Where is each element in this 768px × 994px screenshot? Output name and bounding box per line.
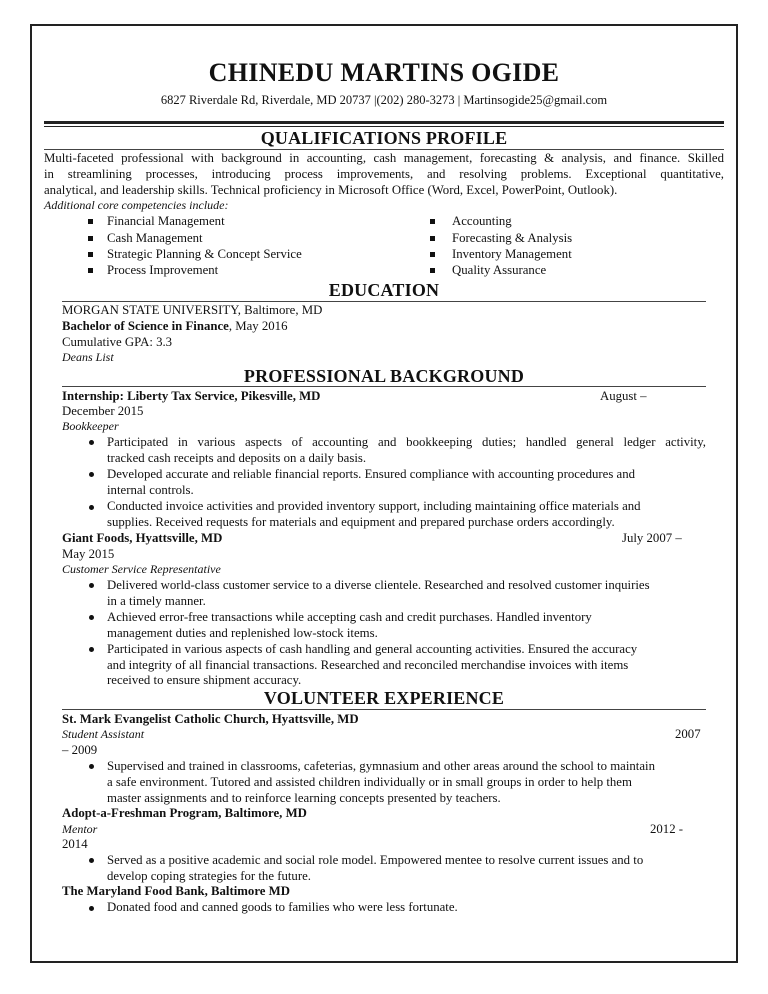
header-rule-secondary — [44, 126, 724, 127]
volunteer-1-date-end: – 2009 — [62, 743, 98, 757]
bullet-line: a safe environment. Tutored and assisted children individually or in small groups in order to help them — [107, 775, 632, 789]
candidate-name: CHINEDU MARTINS OGIDE — [208, 58, 560, 87]
volunteer-org-3: The Maryland Food Bank, Baltimore MD — [62, 884, 290, 898]
gpa: Cumulative GPA: 3.3 — [62, 335, 173, 349]
bullet-dot — [89, 906, 94, 911]
bullet-line: Donated food and canned goods to families who were less fortunate. — [107, 900, 458, 914]
bullet-line: develop coping strategies for the future. — [107, 869, 311, 883]
job-2-role: Customer Service Representative — [62, 562, 221, 576]
profile-line: analytical, and leadership skills. Technical proficiency in Microsoft Office (Word, Excel, PowerPoint, Outlook). — [44, 183, 618, 197]
contact-line: 6827 Riverdale Rd, Riverdale, MD 20737 |(202) 280-3273 | Martinsogide25@gmail.com — [160, 93, 608, 107]
bullet-square — [88, 252, 93, 257]
bullet-line: Achieved error-free transactions while accepting cash and credit purchases. Handled inventory — [107, 610, 592, 624]
bullet-dot — [89, 440, 94, 445]
bullet-dot — [89, 615, 94, 620]
profile-line: in streamlining processes, introducing process improvements, and resolving problems. Exceptional quantitative, — [44, 167, 724, 181]
education-title: EDUCATION — [328, 280, 440, 300]
bullet-square — [88, 219, 93, 224]
volunteer-rule — [62, 709, 706, 710]
professional-title: PROFESSIONAL BACKGROUND — [243, 366, 525, 386]
bullet-square — [88, 236, 93, 241]
bullet-dot — [89, 472, 94, 477]
bullet-line: management duties and replenished low-stock items. — [107, 626, 378, 640]
competency-item: Cash Management — [107, 231, 203, 245]
volunteer-2-date-end: 2014 — [62, 837, 88, 851]
volunteer-title: VOLUNTEER EXPERIENCE — [263, 688, 505, 708]
school-name: MORGAN STATE UNIVERSITY, Baltimore, MD — [62, 303, 323, 317]
bullet-square — [88, 268, 93, 273]
job-2-date-end: May 2015 — [62, 547, 115, 561]
job-2-date-start: July 2007 – — [622, 531, 682, 545]
bullet-line: Conducted invoice activities and provided inventory support, including maintaining office materials and — [107, 499, 641, 513]
job-1-date-end: December 2015 — [62, 404, 144, 418]
competency-item: Quality Assurance — [452, 263, 547, 277]
honor: Deans List — [62, 350, 114, 364]
bullet-line: Served as a positive academic and social role model. Empowered mentee to resolve current issues and to — [107, 853, 644, 867]
degree-date: , May 2016 — [228, 319, 288, 333]
bullet-line: in a timely manner. — [107, 594, 206, 608]
competency-item: Process Improvement — [107, 263, 219, 277]
professional-rule — [62, 386, 706, 387]
header-rule — [44, 121, 724, 124]
bullet-dot — [89, 647, 94, 652]
bullet-dot — [89, 858, 94, 863]
job-1-date-start: August – — [600, 389, 647, 403]
volunteer-1-date-start: 2007 — [675, 727, 701, 741]
bullet-line: Participated in various aspects of cash handling and general accounting activities. Ensured the accuracy — [107, 642, 638, 656]
bullet-line: Developed accurate and reliable financial reports. Ensured compliance with accounting procedures and — [107, 467, 635, 481]
bullet-square — [430, 236, 435, 241]
employer-1: Internship: Liberty Tax Service, Pikesville, MD — [62, 389, 321, 403]
competency-item: Inventory Management — [452, 247, 572, 261]
bullet-line: Delivered world-class customer service to a diverse clientele. Researched and resolved customer inquiries — [107, 578, 650, 592]
degree-name: Bachelor of Science in Finance — [62, 319, 229, 333]
volunteer-org-1: St. Mark Evangelist Catholic Church, Hyattsville, MD — [62, 712, 359, 726]
volunteer-2-date-start: 2012 - — [650, 822, 684, 836]
bullet-dot — [89, 505, 94, 510]
volunteer-org-2: Adopt-a-Freshman Program, Baltimore, MD — [62, 806, 307, 820]
competency-item: Strategic Planning & Concept Service — [107, 247, 302, 261]
volunteer-1-role: Student Assistant — [62, 727, 145, 741]
competencies-intro: Additional core competencies include: — [44, 198, 229, 212]
bullet-line: and integrity of all financial transactions. Researched and reconciled merchandise invoices with items — [107, 658, 629, 672]
bullet-line: Participated in various aspects of accounting and bookkeeping duties; handled general ledger activity, — [107, 435, 706, 449]
degree-line — [62, 318, 287, 334]
bullet-line: master assignments and to reinforce learning concepts presented by teachers. — [107, 791, 501, 805]
bullet-dot — [89, 583, 94, 588]
bullet-square — [430, 268, 435, 273]
job-1-role: Bookkeeper — [62, 419, 119, 433]
bullet-line: supplies. Received requests for materials and equipment and prepared purchase orders accordingly. — [107, 515, 615, 529]
bullet-dot — [89, 764, 94, 769]
bullet-line: received to ensure shipment accuracy. — [107, 673, 302, 687]
volunteer-2-role: Mentor — [62, 822, 98, 836]
qualifications-title: QUALIFICATIONS PROFILE — [260, 128, 508, 148]
competency-item: Accounting — [452, 214, 512, 228]
bullet-line: Supervised and trained in classrooms, cafeterias, gymnasium and other areas around the school to maintain — [107, 759, 655, 773]
bullet-square — [430, 252, 435, 257]
employer-2: Giant Foods, Hyattsville, MD — [62, 531, 223, 545]
bullet-line: tracked cash receipts and deposits on a daily basis. — [107, 451, 367, 465]
competency-item: Forecasting & Analysis — [452, 231, 573, 245]
profile-line: Multi-faceted professional with background in accounting, cash management, forecasting & analysis, and finance. Skilled — [44, 151, 724, 165]
competency-item: Financial Management — [107, 214, 225, 228]
bullet-line: internal controls. — [107, 483, 194, 497]
bullet-square — [430, 219, 435, 224]
